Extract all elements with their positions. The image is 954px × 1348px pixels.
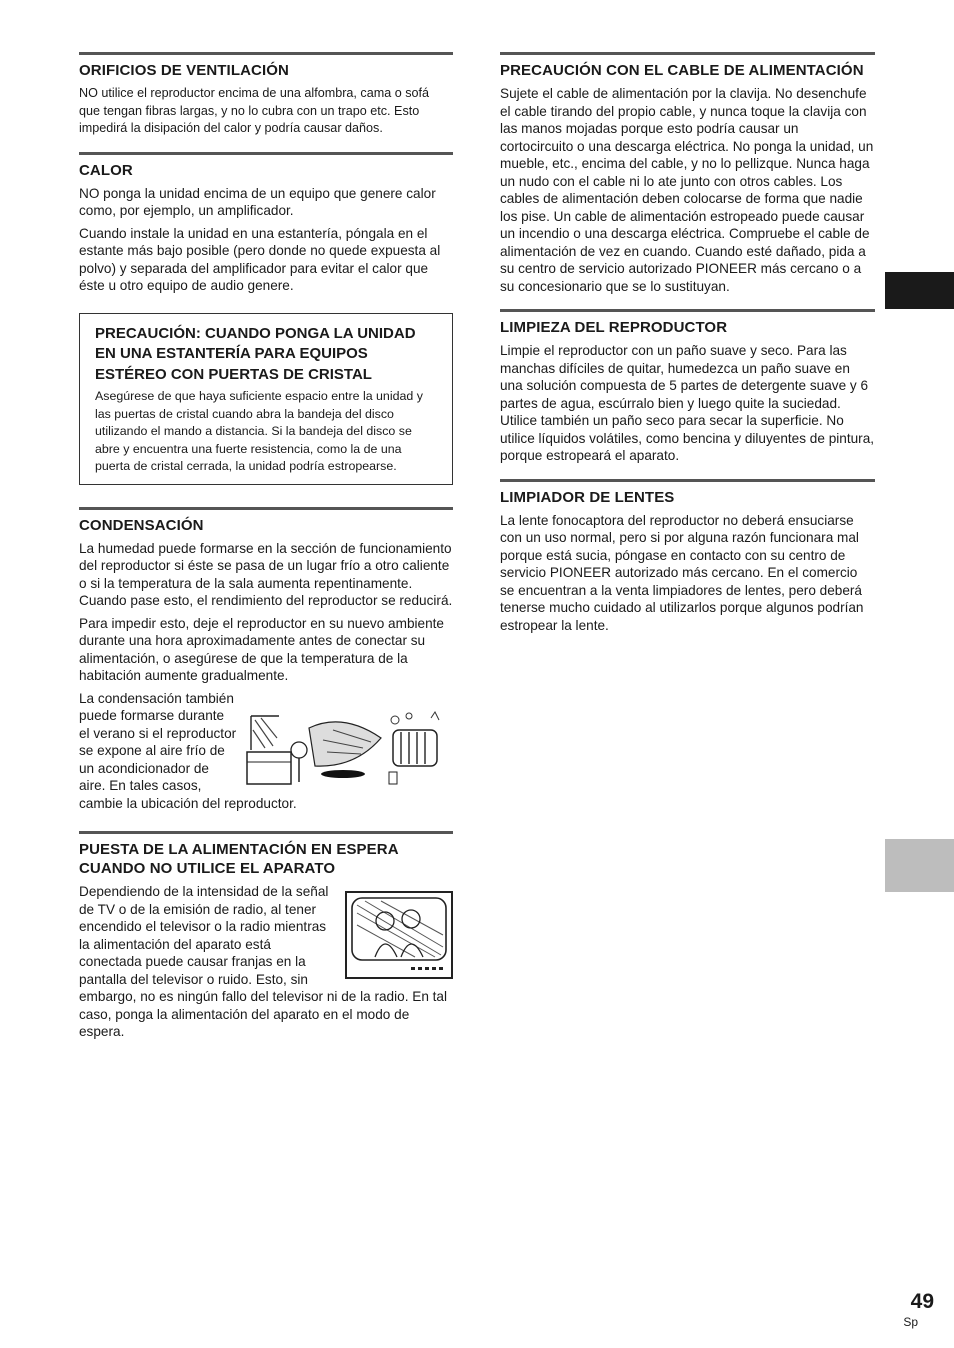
left-column [79,52,453,1060]
paragraph: NO utilice el reproductor encima de una alfombra, cama o sofá que tengan fibras largas, y no lo cubra con un trapo etc. Esto impedirá la disipación del calor y podría causar daños. [79,86,429,135]
caution-title: PRECAUCIÓN: CUANDO PONGA LA UNIDAD EN UNA ESTANTERÍA PARA EQUIPOS ESTÉREO CON PUERTAS DE CRISTAL [95,324,416,383]
section-title: CONDENSACIÓN [79,516,204,534]
page-language: Sp [903,1315,918,1329]
section-title: PUESTA DE LA ALIMENTACIÓN EN ESPERA CUANDO NO UTILICE EL APARATO [79,841,399,878]
section-title: LIMPIADOR DE LENTES [500,488,675,506]
page-number: 49 [910,1290,934,1313]
section-calor [79,152,453,295]
chapter-tab-light [885,839,954,892]
section-title: CALOR [79,161,133,179]
section-limpieza [500,309,875,465]
section-title: LIMPIEZA DEL REPRODUCTOR [500,319,728,336]
paragraph: La condensación también puede formarse durante el verano si el reproductor se expone al aire frío de un acondicionador de aire. En tales casos, cambie la ubicación del reproductor. [79,690,297,811]
paragraph: Para impedir esto, deje el reproductor en su nuevo ambiente durante una hora aproximadamente antes de conectar su alimentación, o asegúrese de que la temperatura de la habitación aumente gradualmente. [79,615,444,684]
paragraph: La lente fonocaptora del reproductor no deberá ensuciarse con un uso normal, pero si por alguna razón funcionara mal porque está sucia, póngase en contacto con su centro de servicio PIONEER autorizado más cercano. En el comercio se encuentran a la venta limpiadores de lentes, pero deberá tenerse mucho cuidado al utilizarlos porque algunos podrían estropear la lente. [500,512,864,633]
caution-box [79,313,453,485]
right-column [500,52,875,648]
chapter-tab-dark [885,272,954,309]
section-espera [79,831,453,1046]
paragraph: La humedad puede formarse en la sección de funcionamiento del reproductor si éste se pasa de un lugar frío a otro caliente o si la temperatura de la sala aumenta repentinamente. Cuando pase esto, el rendimiento del reproductor se reducirá. [79,540,453,609]
section-ventilacion [79,52,453,138]
section-title: PRECAUCIÓN CON EL CABLE DE ALIMENTACIÓN [500,62,864,79]
paragraph: Limpie el reproductor con un paño suave y seco. Para las manchas difíciles de quitar, humedezca un paño suave en una solución compuesta de 5 partes de detergente suave y 6 partes de agua, escúrralo bien y luego quite la suciedad. Utilice también un paño seco para secar la superficie. No utilice líquidos volátiles, como bencina y diluyentes de pintura, porque estropeará el aparato. [500,343,875,463]
paragraph: Cuando instale la unidad en una estantería, póngala en el estante más bajo posible (pero donde no quede expuesta al polvo) y separada del amplificador para evitar el calor que éste u otro equipo de audio genere. [79,225,441,293]
section-cable [500,52,875,295]
section-title: ORIFICIOS DE VENTILACIÓN [79,62,289,79]
paragraph: Dependiendo de la intensidad de la señal de TV o de la emisión de radio, al tener encendido el televisor o la radio mientras la alimentación del aparato está conectada puede causar franjas en la pantalla del televisor o ruido. Esto, sin embargo, no es ningún fallo del televisor ni de la radio. En tal caso, ponga la alimentación del aparato en el modo de espera. [79,884,448,1040]
paragraph: Sujete el cable de alimentación por la clavija. No desenchufe el cable tirando del propio cable, y nunca toque la clavija con las manos mojadas porque esto podría causar un cortocircuito o una descarga eléctrica. No ponga la unidad, un mueble, etc., encima del cable, y no lo pellizque. Nunca haga un nudo con el cable ni lo ate junto con otros cables. Los cables de alimentación deben colocarse de forma que nadie los pise. Un cable de alimentación estropeado puede causar un incendio o una descarga eléctrica. Compruebe el cable de alimentación de vez en cuando. Cuando esté dañado, pida a su centro de servicio autorizado PIONEER más cercano o a su concesionario que se lo sustituyan. [500,86,874,294]
section-condensacion [79,507,453,818]
television-illustration [345,891,453,979]
section-lentes [500,479,875,635]
paragraph: NO ponga la unidad encima de un equipo que genere calor como, por ejemplo, un amplificador. [79,185,436,218]
condensation-illustration [243,708,453,788]
paragraph: Asegúrese de que haya suficiente espacio entre la unidad y las puertas de cristal cuando abra la bandeja del disco utilizando el mando a distancia. Si la bandeja del disco se abre y encuentra una fuerte resistencia, como la de una puerta de cristal cerrada, la unidad podría estropearse. [95,389,423,474]
